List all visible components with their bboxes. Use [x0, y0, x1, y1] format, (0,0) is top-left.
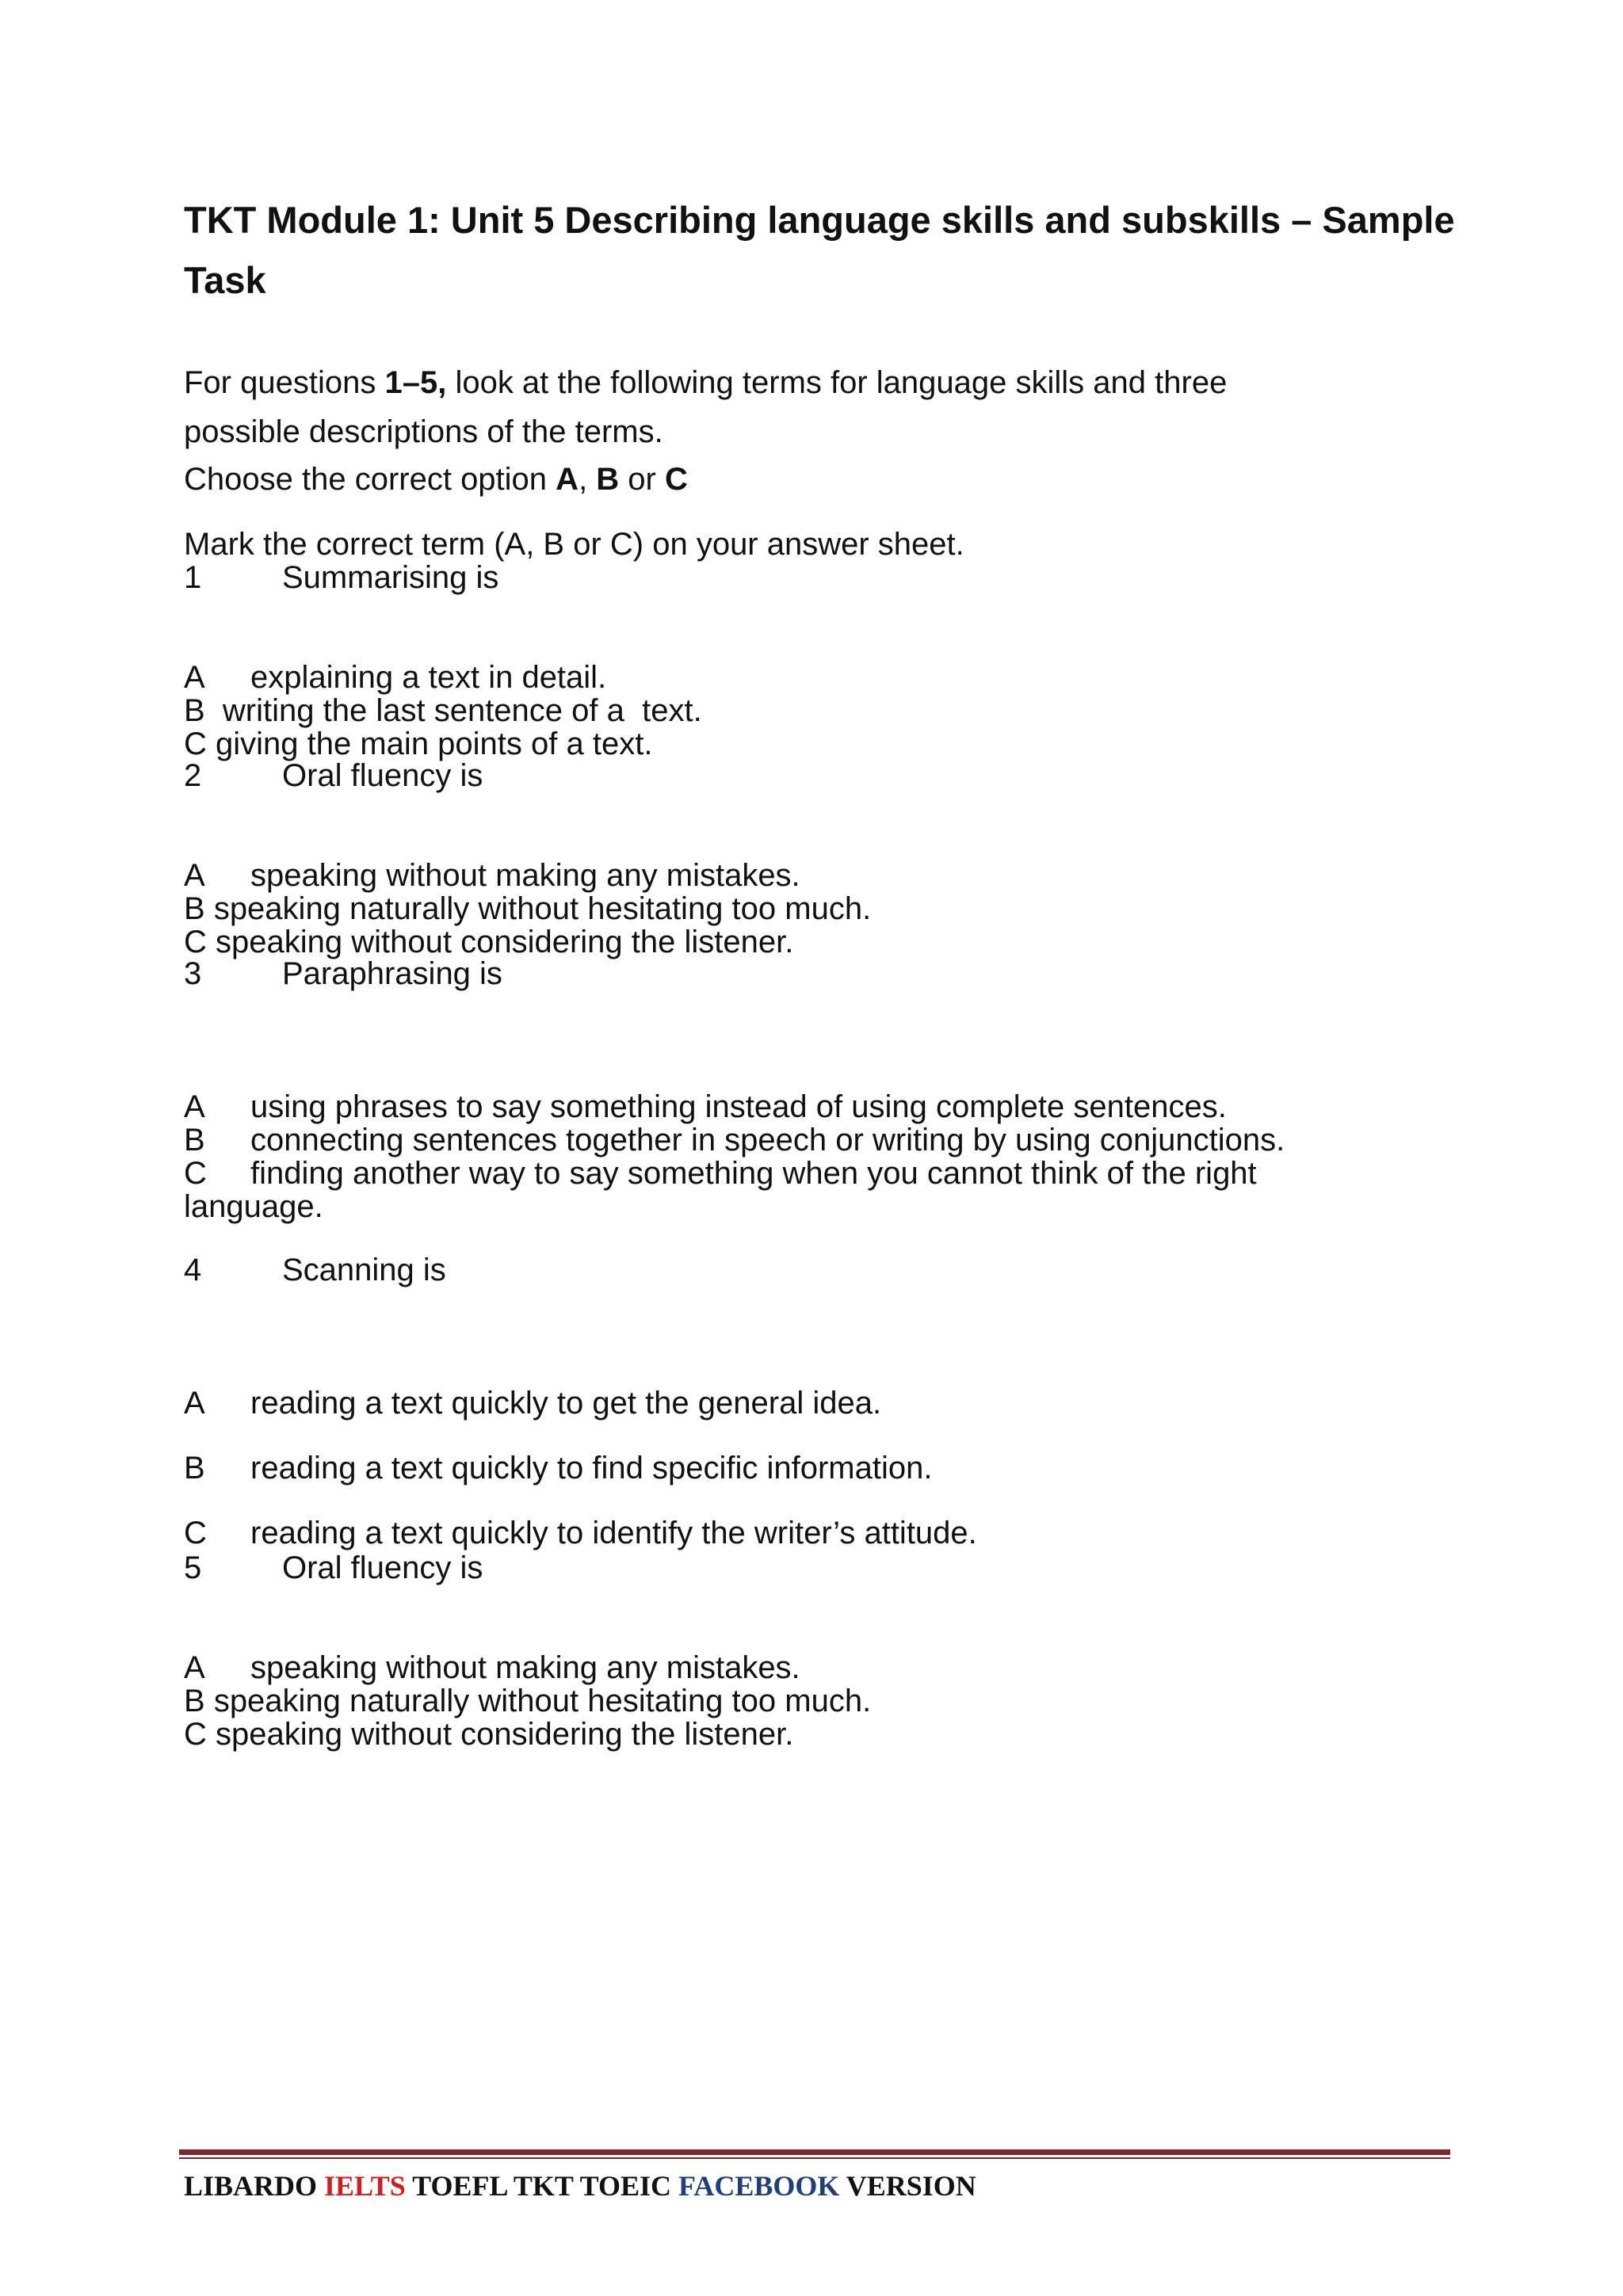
option-text: reading a text quickly to find specific information.: [250, 1451, 933, 1486]
option-letter: B: [184, 1123, 205, 1158]
option-letter: A: [184, 1650, 205, 1685]
option-b: [184, 694, 702, 727]
question-1-options: [184, 627, 702, 761]
option-text: speaking without making any mistakes.: [250, 858, 800, 893]
option-b: [184, 892, 871, 925]
option-c: [184, 1516, 977, 1550]
option-letter: B: [184, 1684, 205, 1718]
question-1-stem: [184, 561, 498, 594]
option-c: [184, 727, 702, 761]
choose-instruction: [184, 463, 688, 496]
question-number: 4: [184, 1253, 202, 1287]
question-2-stem: [184, 759, 483, 792]
instructions-prefix: For questions: [184, 365, 385, 400]
option-letter: A: [184, 660, 205, 695]
option-a: [184, 1386, 977, 1420]
option-text: reading a text quickly to get the general idea.: [250, 1386, 882, 1421]
footer-rule-thick: [179, 2149, 1450, 2155]
footer-version: VERSION: [839, 2170, 976, 2202]
instructions-paragraph: [184, 358, 1227, 456]
choose-b: B: [596, 462, 620, 497]
footer-rule-thin: [179, 2157, 1450, 2159]
question-2-options: [184, 826, 871, 959]
option-text: reading a text quickly to identify the writer’s attitude.: [250, 1516, 977, 1550]
choose-prefix: Choose the correct option: [184, 462, 556, 497]
option-letter: A: [184, 858, 205, 893]
option-letter: B: [184, 693, 205, 728]
question-number: 3: [184, 956, 202, 991]
option-text: speaking without making any mistakes.: [250, 1650, 800, 1685]
footer-facebook: FACEBOOK: [678, 2170, 840, 2202]
option-c: [184, 1718, 871, 1751]
option-letter: C: [184, 1516, 207, 1550]
question-number: 5: [184, 1550, 202, 1585]
choose-a: A: [556, 462, 579, 497]
footer-ielts: IELTS: [324, 2170, 406, 2202]
question-stem-text: Oral fluency is: [282, 1550, 483, 1585]
question-range: 1–5,: [384, 365, 447, 400]
option-text: using phrases to say something instead of using complete sentences.: [250, 1089, 1227, 1124]
choose-sep-1: ,: [579, 462, 597, 497]
instructions-suffix: look at the following terms for language skills and three: [446, 365, 1228, 400]
option-text: explaining a text in detail.: [250, 660, 607, 695]
option-text: finding another way to say something when you cannot think of the right: [250, 1156, 1257, 1191]
question-5-options: [184, 1618, 871, 1751]
question-stem-text: Oral fluency is: [282, 758, 483, 793]
option-b: [184, 1451, 977, 1485]
option-letter: B: [184, 1451, 205, 1486]
option-text: writing the last sentence of a text.: [222, 693, 702, 728]
option-letter: A: [184, 1089, 205, 1124]
page-title: TKT Module 1: Unit 5 Describing language skills and subskills – Sample Task: [184, 199, 1455, 301]
option-text: connecting sentences together in speech or writing by using conjunctions.: [250, 1123, 1285, 1158]
question-3-stem: [184, 957, 502, 990]
option-letter: C: [184, 1156, 207, 1191]
option-text: speaking without considering the listener.: [216, 1717, 794, 1752]
option-b: [184, 1684, 871, 1718]
option-c: [184, 925, 871, 959]
option-b: [184, 1123, 1285, 1157]
footer-text: [184, 2169, 976, 2203]
option-a: [184, 1651, 871, 1684]
question-stem-text: Scanning is: [282, 1253, 446, 1287]
option-a: [184, 661, 702, 694]
question-5-stem: [184, 1551, 483, 1585]
option-letter: B: [184, 891, 205, 926]
option-c: [184, 1157, 1285, 1190]
option-c-continuation: language.: [184, 1189, 323, 1224]
option-letter: C: [184, 1717, 207, 1752]
option-letter: C: [184, 925, 207, 959]
option-letter: C: [184, 727, 207, 761]
question-stem-text: Summarising is: [282, 560, 499, 595]
question-4-options: [184, 1353, 977, 1550]
option-text: speaking naturally without hesitating too much.: [213, 1684, 872, 1718]
question-3-options: [184, 1057, 1285, 1223]
question-stem-text: Paraphrasing is: [282, 956, 502, 991]
option-a: [184, 859, 871, 892]
option-text: speaking without considering the listener.: [216, 925, 794, 959]
question-4-stem: [184, 1253, 446, 1287]
question-number: 2: [184, 758, 202, 793]
option-text: giving the main points of a text.: [216, 727, 653, 761]
option-text: speaking naturally without hesitating too much.: [213, 891, 872, 926]
question-number: 1: [184, 560, 202, 595]
choose-c: C: [664, 462, 688, 497]
option-a: [184, 1090, 1285, 1123]
choose-sep-2: or: [619, 462, 665, 497]
footer-exams: TOEFL TKT TOEIC: [405, 2170, 678, 2202]
mark-instruction: Mark the correct term (A, B or C) on your answer sheet.: [184, 527, 964, 562]
option-letter: A: [184, 1386, 205, 1421]
instructions-line-2: possible descriptions of the terms.: [184, 414, 663, 449]
footer-name: LIBARDO: [184, 2170, 325, 2202]
